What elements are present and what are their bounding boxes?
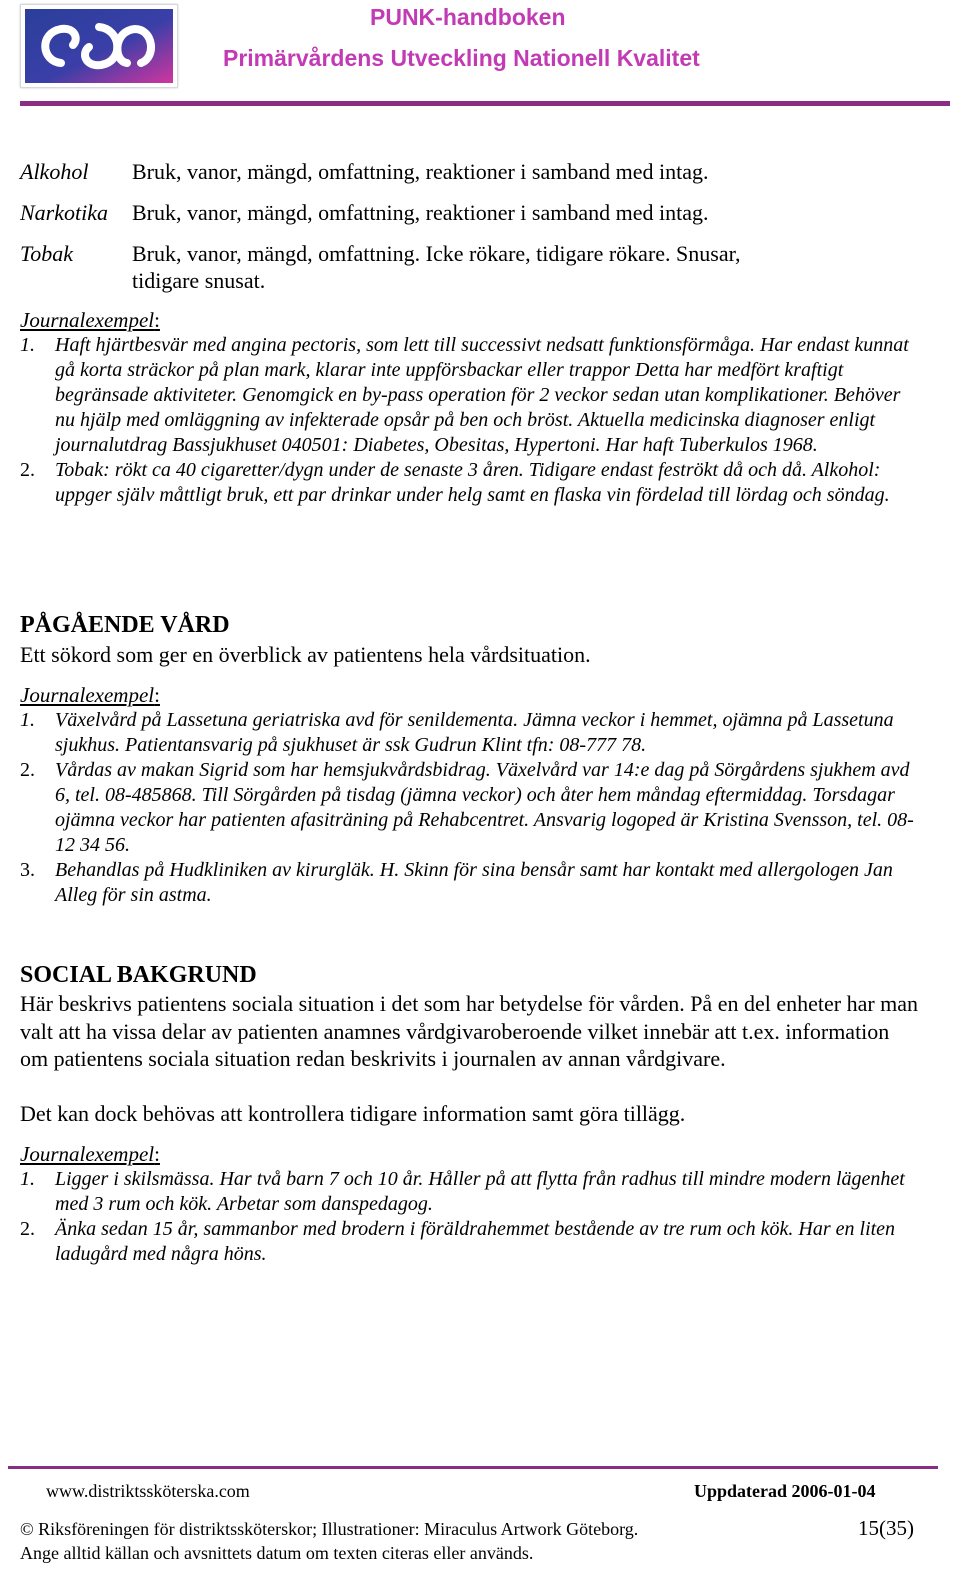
journal-examples-list [20,333,920,508]
footer-copyright: © Riksföreningen för distriktssköterskor; Illustrationer: Miraculus Artwork Göteborg. [20,1519,639,1539]
document-title: PUNK-handboken [370,4,566,30]
definition-term: Tobak [20,241,73,266]
list-text: Ligger i skilsmässa. Har två barn 7 och 10 år. Håller på att flytta från radhus till mindre modern lägenhet med 3 rum och kök. Arbetar som danspedagog. [55,1168,905,1215]
list-text: Änka sedan 15 år, sammanbor med brodern i föräldrahemmet bestående av tre rum och kök. Har en liten ladugård med några höns. [55,1218,896,1265]
header-divider [20,101,950,106]
section-title-ongoing-care: PÅGÅENDE VÅRD [20,612,230,638]
list-number: 1. [20,334,35,356]
punk-logo-icon [20,4,178,88]
list-number: 3. [20,859,35,881]
definition-term: Alkohol [20,159,89,184]
footer-website-link[interactable]: www.distriktssköterska.com [46,1481,250,1501]
journal-examples-list [20,1167,920,1267]
journal-examples-list [20,708,920,908]
document-subtitle: Primärvårdens Utveckling Nationell Kvalitet [223,45,700,71]
definition-desc: Bruk, vanor, mängd, omfattning. Icke rökare, tidigare rökare. Snusar, tidigare snusat. [132,241,741,293]
section-paragraph: Här beskrivs patientens sociala situation i det som har betydelse för vården. På en del enheter har man valt att ha vissa delar av patienten anamnes vårdgivaroberoende vilket innebär att t.ex. information om patientens sociala situation redan beskrivits i journalen av annan vårdgivare. [20,991,919,1071]
section-intro: Ett sökord som ger en överblick av patientens hela vårdsituation. [20,642,591,667]
list-text: Behandlas på Hudkliniken av kirurgläk. H. Skinn för sina bensår samt har kontakt med allergologen Jan Alleg för sin astma. [55,859,893,906]
page-number: 15(35) [858,1516,914,1540]
list-item [20,1217,920,1267]
footer-citation-note: Ange alltid källan och avsnittets datum om texten citeras eller används. [20,1543,534,1563]
journal-example-label: Journalexempel: [20,308,160,332]
list-text: Haft hjärtbesvär med angina pectoris, som lett till successivt nedsatt funktionsförmåga. Har endast kunnat gå korta sträckor på plan mark, klarar inte uppförsbackar eller trappor Detta har medfört kraftigt begränsade aktiviteter. Genomgick en by-pass operation för 2 veckor sedan utan komplikationer. Behöver nu hjälp med omläggning av infekterade opsår på ben och bröst. Aktuella medicinska diagnoser enligt journalutdrag Bassjukhuset 040501: Diabetes, Obesitas, Hypertoni. Har haft Tuberkulos 1968. [55,334,909,456]
list-text: Vårdas av makan Sigrid som har hemsjukvårdsbidrag. Växelvård var 14:e dag på Sörgårdens sjukhem avd 6, tel. 08-485868. Till Sörgården på tisdag (jämna veckor) och åter hem måndag eftermiddag. Torsdagar ojämna veckor har patienten afasiträning på Rehabcentret. Ansvarig logoped är Kristina Svensson, tel. 08-12 34 56. [55,759,914,856]
list-number: 1. [20,709,35,731]
list-item [20,708,920,758]
section-title-social-background: SOCIAL BAKGRUND [20,962,257,988]
section-paragraph: Det kan dock behövas att kontrollera tidigare information samt göra tillägg. [20,1101,686,1126]
list-number: 2. [20,759,35,781]
footer-divider [8,1466,938,1469]
definition-desc: Bruk, vanor, mängd, omfattning, reaktioner i samband med intag. [132,200,709,225]
list-text: Tobak: rökt ca 40 cigaretter/dygn under de senaste 3 åren. Tidigare endast feströkt då och då. Alkohol: uppger själv måttligt bruk, ett par drinkar under helg samt en flaska vin fördelad till lördag och söndag. [55,459,890,506]
list-item [20,858,920,908]
definition-term: Narkotika [20,200,108,225]
list-item [20,333,920,458]
list-text: Växelvård på Lassetuna geriatriska avd för senildementa. Jämna veckor i hemmet, ojämna på Lassetuna sjukhus. Patientansvarig på sjukhuset är ssk Gudrun Klint tfn: 08-777 78. [55,709,894,756]
footer-updated-date: Uppdaterad 2006-01-04 [694,1481,876,1501]
journal-example-label: Journalexempel: [20,683,160,707]
list-number: 2. [20,459,35,481]
list-number: 1. [20,1168,35,1190]
list-item [20,758,920,858]
list-number: 2. [20,1218,35,1240]
list-item [20,458,920,508]
list-item [20,1167,920,1217]
definition-desc: Bruk, vanor, mängd, omfattning, reaktioner i samband med intag. [132,159,709,184]
journal-example-label: Journalexempel: [20,1142,160,1166]
